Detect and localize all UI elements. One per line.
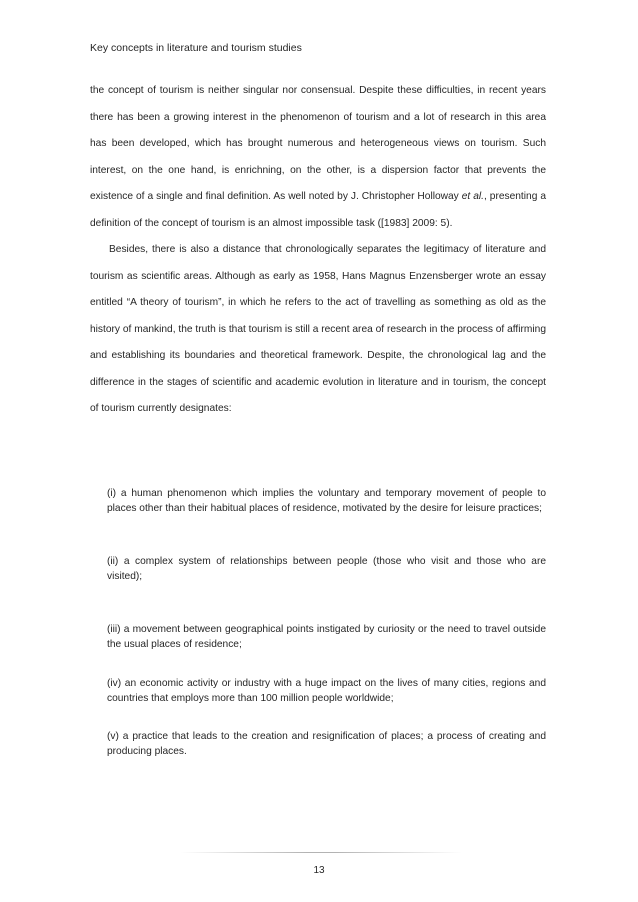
list-item: (iv) an economic activity or industry with a huge impact on the lives of many cities, regions and countries that employs more than 100 million people worldwide;	[107, 678, 546, 704]
paragraph-text: , presenting a definition of the concept of tourism is an almost impossible task ([1983] 2009: 5).	[90, 191, 546, 229]
list-item: (iii) a movement between geographical points instigated by curiosity or the need to travel outside the usual places of residence;	[107, 624, 546, 650]
paragraph-tourism-definition	[90, 78, 546, 237]
list-item: (v) a practice that leads to the creation and resignification of places; a process of creating and producing places.	[107, 731, 546, 757]
page-number: 13	[313, 865, 325, 876]
italic-citation: et al.	[461, 191, 484, 202]
running-header: Key concepts in literature and tourism studies	[90, 42, 302, 54]
paragraph-text: the concept of tourism is neither singular nor consensual. Despite these difficulties, in recent years there has been a growing interest in the phenomenon of tourism and a lot of research in this area has been developed, which has brought numerous and heterogeneous views on tourism. Such interest, on the one hand, is enrichning, on the other, is a dispersion factor that prevents the existence of a single and final definition. As well noted by J. Christopher Holloway	[90, 85, 546, 202]
paragraph-chronological-distance: Besides, there is also a distance that chronologically separates the legitimacy of literature and tourism as scientific areas. Although as early as 1958, Hans Magnus Enzensberger wrote an essay entitled “A theory of tourism”, in which he refers to the act of travelling as something as old as the history of mankind, the truth is that tourism is still a recent area of research in the process of affirming and establishing its boundaries and theoretical framework. Despite, the chronological lag and the difference in the stages of scientific and academic evolution in literature and in tourism, the concept of tourism currently designates:	[90, 244, 546, 414]
list-item: (ii) a complex system of relationships between people (those who visit and those who are visited);	[107, 556, 546, 582]
footer-divider	[180, 852, 462, 853]
body-text	[90, 78, 546, 423]
list-item: (i) a human phenomenon which implies the voluntary and temporary movement of people to places other than their habitual places of residence, motivated by the desire for leisure practices;	[107, 488, 546, 514]
